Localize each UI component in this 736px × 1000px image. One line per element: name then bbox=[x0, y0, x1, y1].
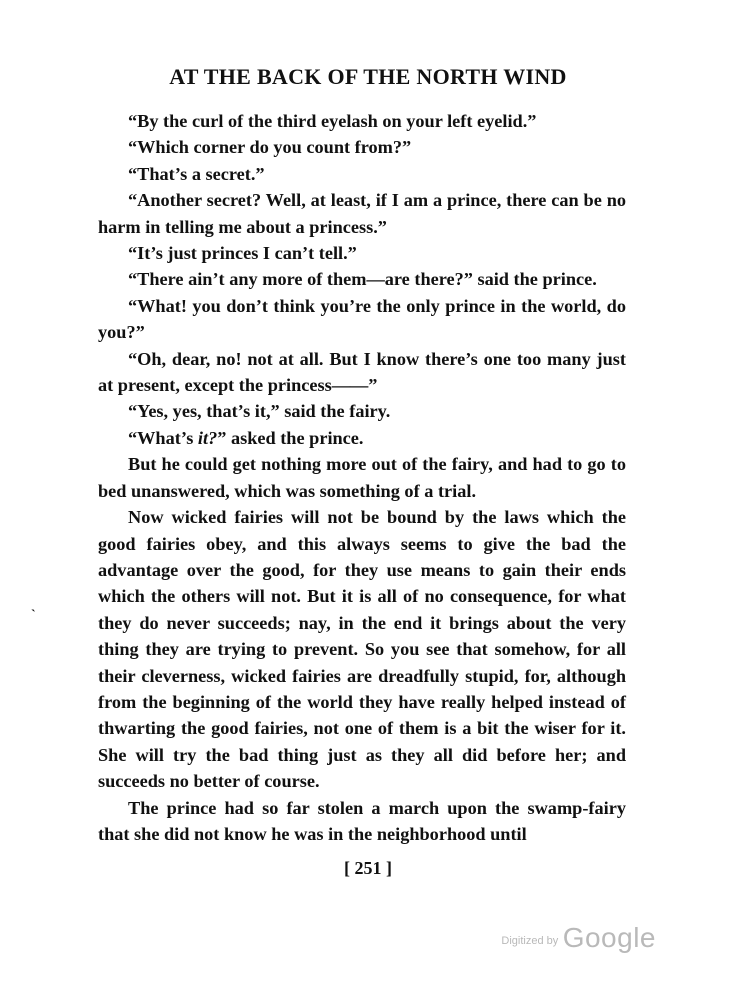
paragraph: “What! you don’t think you’re the only prince in the world, do you?” bbox=[98, 295, 626, 343]
margin-mark: ` bbox=[31, 608, 36, 623]
paragraph: “Yes, yes, that’s it,” said the fairy. bbox=[128, 401, 391, 422]
digitization-watermark bbox=[501, 922, 656, 954]
paragraph: “Another secret? Well, at least, if I am a prince, there can be no harm in telling me about a princess.” bbox=[98, 190, 626, 237]
paragraph: The prince had so far stolen a march upon the swamp-fairy that she did not know he was in the neighborhood until bbox=[98, 797, 626, 844]
watermark-prefix: Digitized by bbox=[501, 935, 559, 947]
paragraph: “That’s a secret.” bbox=[128, 163, 265, 184]
page-number: [ 251 ] bbox=[344, 858, 392, 878]
paragraph: “Oh, dear, no! not at all. But I know there’s one too many just at present, except the princess——” bbox=[98, 348, 626, 396]
paragraph: “There ain’t any more of them—are there?” said the prince. bbox=[128, 269, 597, 290]
body-text bbox=[98, 108, 626, 847]
paragraph: “Which corner do you count from?” bbox=[128, 137, 412, 158]
whats-it-after: ” asked the prince. bbox=[217, 427, 364, 448]
paragraph-whats-it bbox=[98, 425, 626, 451]
running-head: AT THE BACK OF THE NORTH WIND bbox=[169, 64, 567, 89]
paragraph: “By the curl of the third eyelash on your left eyelid.” bbox=[128, 111, 537, 131]
paragraph: But he could get nothing more out of the fairy, and had to go to bed unanswered, which was something of a trial. bbox=[98, 454, 626, 501]
watermark-logo: Google bbox=[562, 922, 656, 953]
whats-it-emphasis: it? bbox=[197, 427, 218, 448]
paragraph: Now wicked fairies will not be bound by the laws which the good fairies obey, and this always seems to give the bad the advantage over the good, for they use means to gain their ends which the others will not. But it is all of no consequence, for what they do never succeeds; nay, in the end it brings about the very thing they are trying to prevent. So you see that somehow, for all their cleverness, wicked fairies are dreadfully stupid, for, although from the beginning of the world they have really helped instead of thwarting the good fairies, not one of them is a bit the wiser for it. She will try the bad thing just as they all did before her; and succeeds no better of course. bbox=[98, 507, 626, 792]
whats-it-before: “What’s bbox=[128, 427, 198, 448]
paragraph: “It’s just princes I can’t tell.” bbox=[128, 243, 357, 264]
